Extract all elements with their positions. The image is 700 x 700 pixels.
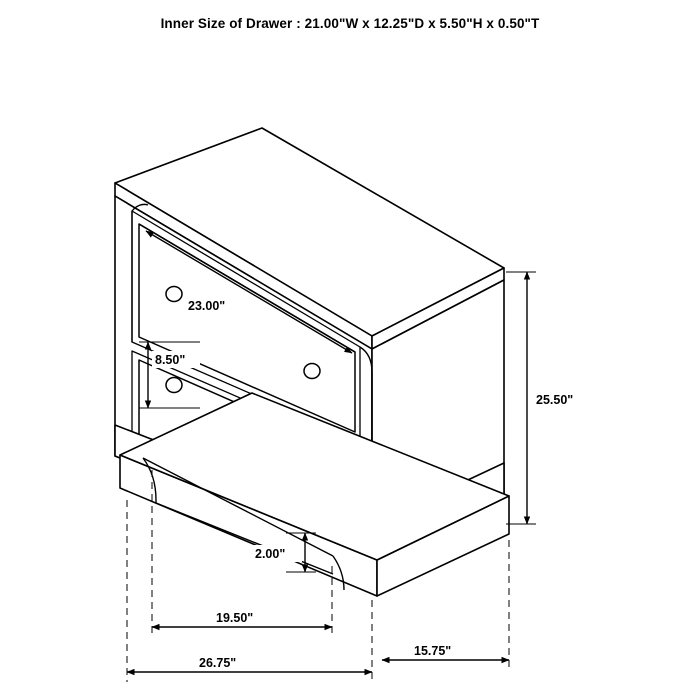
dim-label-1575: 15.75" — [414, 644, 452, 658]
page-title: Inner Size of Drawer : 21.00"W x 12.25"D x 5.50"H x 0.50"T — [160, 16, 540, 31]
dim-label-2675: 26.75" — [199, 656, 237, 670]
dim-label-200: 2.00" — [255, 547, 286, 561]
dim-label-1950: 19.50" — [216, 611, 254, 625]
dim-label-850: 8.50" — [155, 353, 186, 367]
knob-lower-left[interactable] — [166, 378, 182, 393]
knob-upper-left[interactable] — [166, 287, 182, 302]
dim-label-2550: 25.50" — [536, 393, 574, 407]
dim-overall-height — [506, 272, 592, 524]
dim-label-23: 23.00" — [188, 299, 226, 313]
knob-upper-right[interactable] — [304, 364, 320, 379]
